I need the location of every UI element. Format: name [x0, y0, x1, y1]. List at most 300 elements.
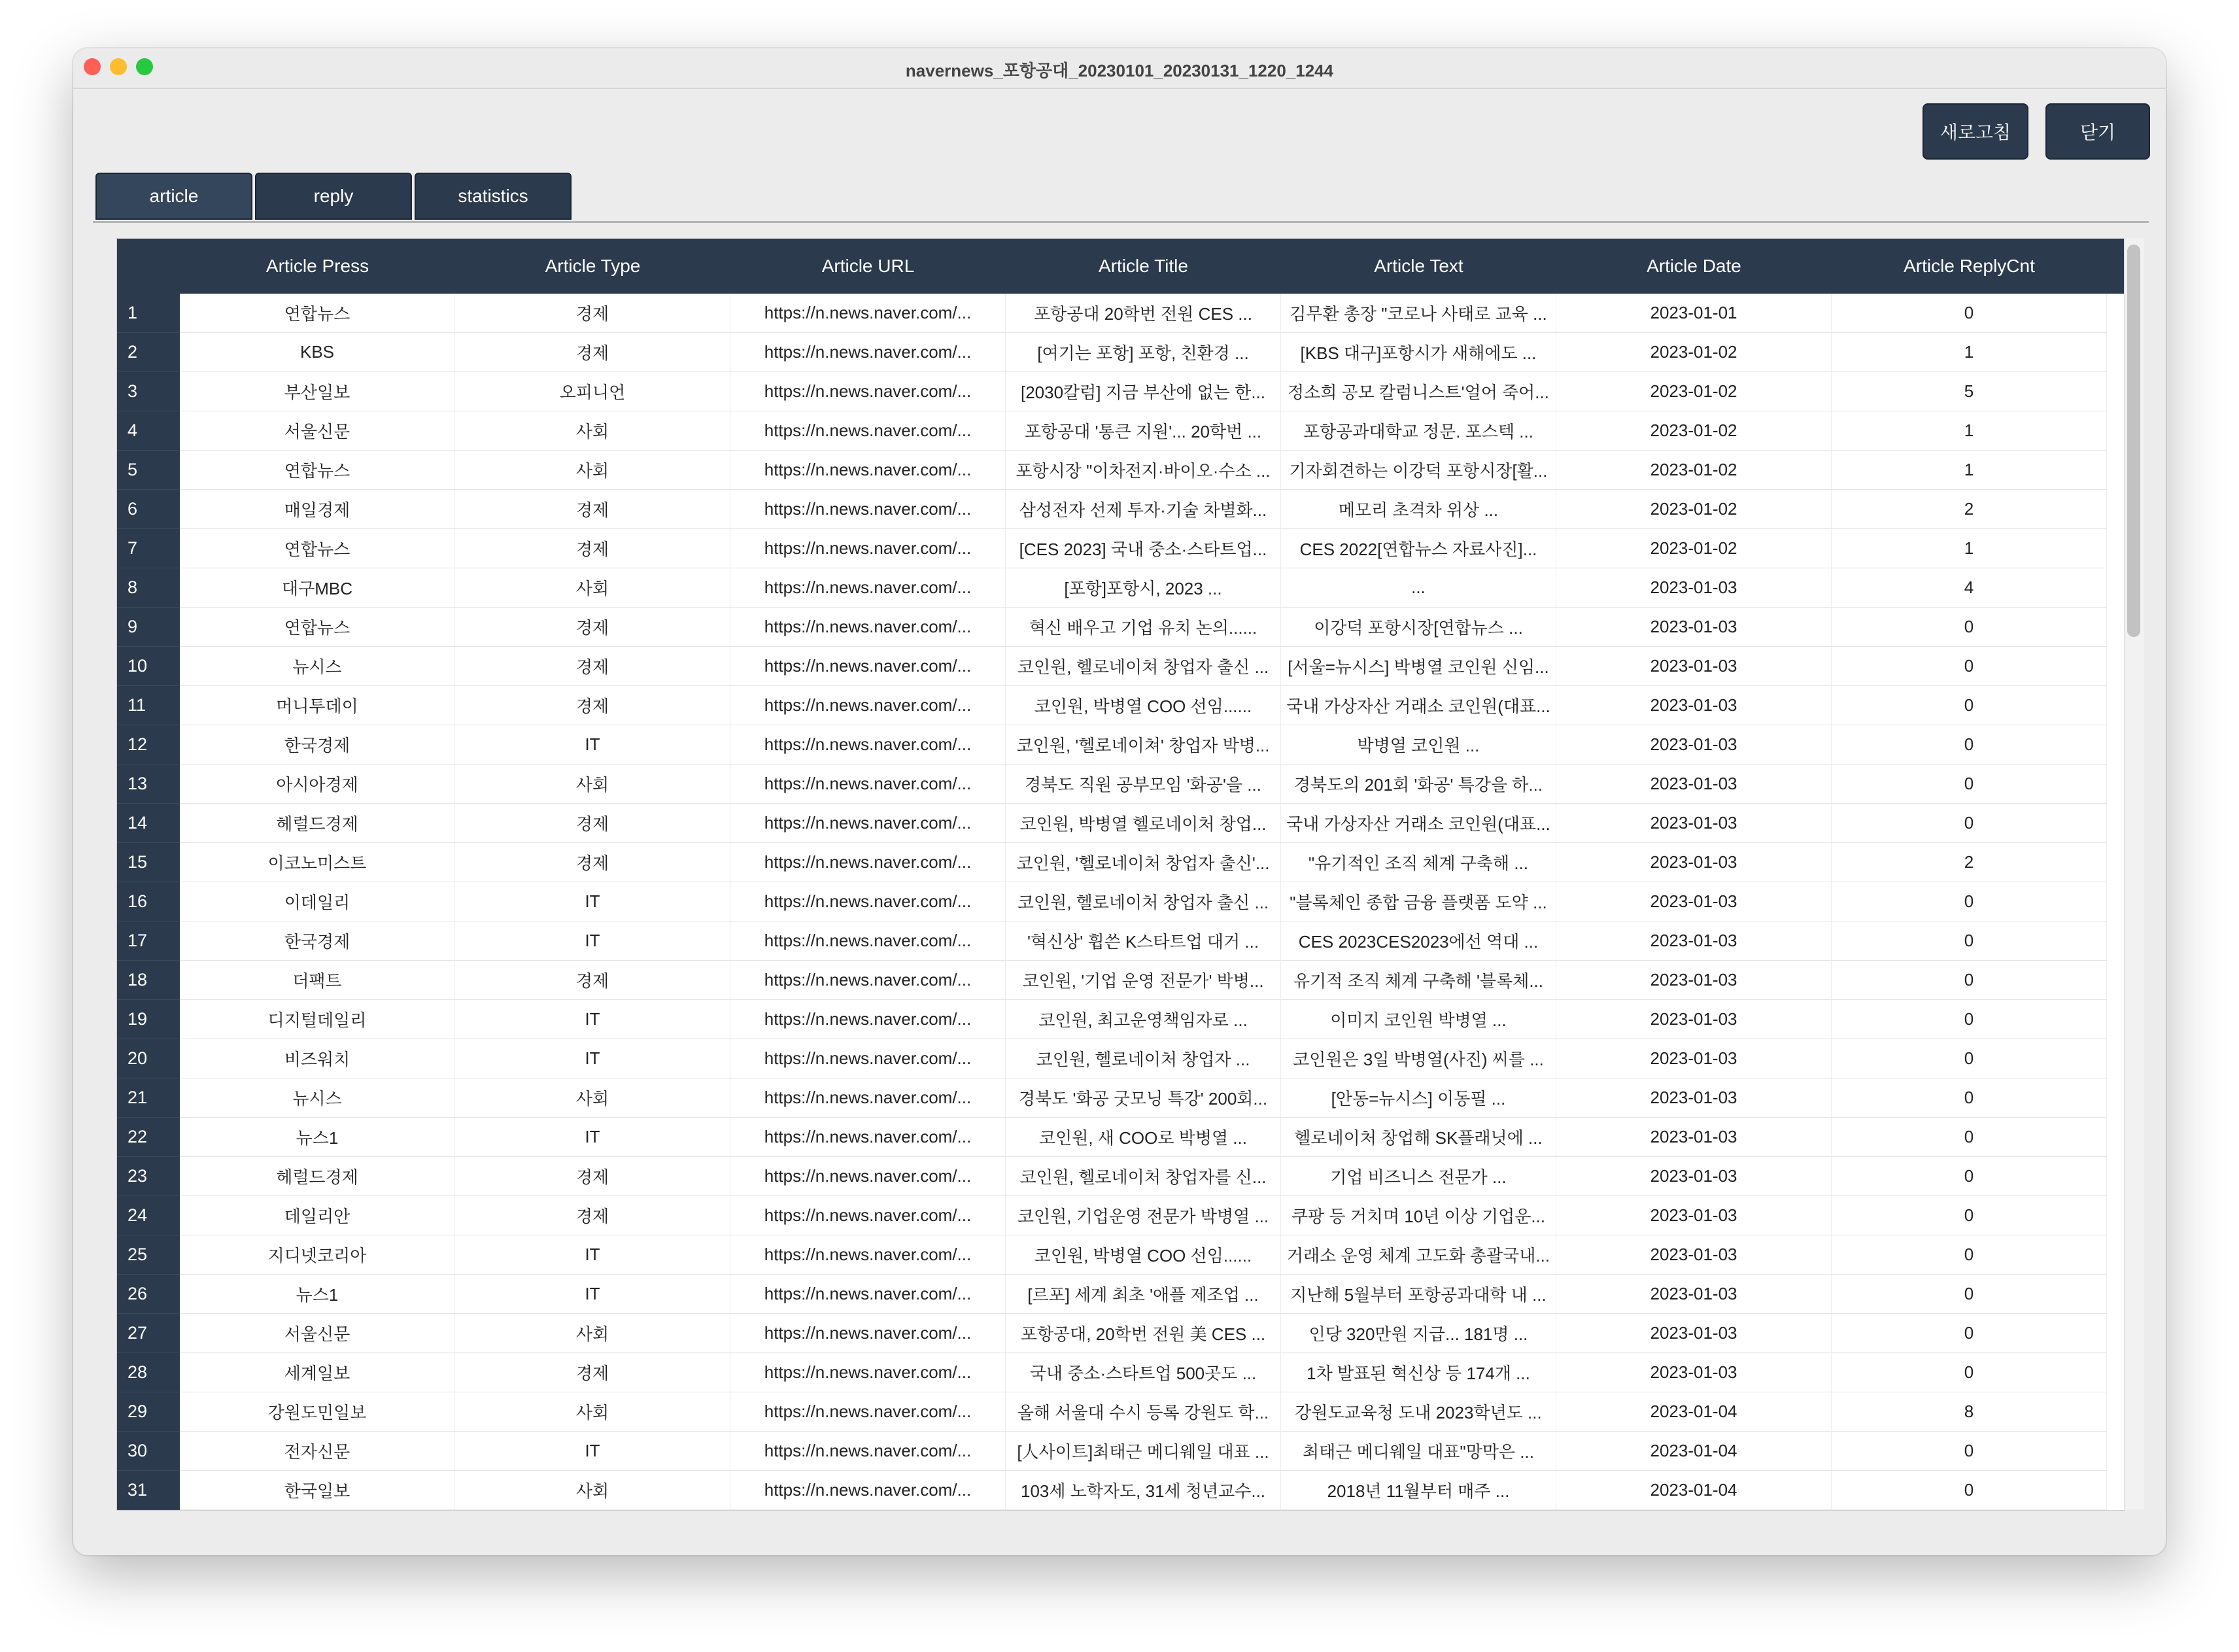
table-cell[interactable]: https://n.news.naver.com/... — [730, 1471, 1006, 1510]
table-cell[interactable]: 2023-01-02 — [1556, 490, 1832, 529]
row-number[interactable]: 26 — [117, 1275, 180, 1314]
table-cell[interactable]: 경제 — [455, 1196, 730, 1235]
table-cell[interactable]: 사회 — [455, 1471, 730, 1510]
table-cell[interactable]: IT — [455, 1039, 730, 1078]
table-cell[interactable]: 0 — [1832, 1353, 2107, 1392]
row-number[interactable]: 13 — [117, 765, 180, 804]
table-cell[interactable]: 사회 — [455, 765, 730, 804]
table-cell[interactable]: 국내 가상자산 거래소 코인원(대표... — [1281, 804, 1556, 843]
table-cell[interactable]: 헤럴드경제 — [180, 804, 455, 843]
table-row[interactable] — [117, 608, 2125, 647]
table-cell[interactable]: 오피니언 — [455, 372, 730, 411]
table-cell[interactable]: 경제 — [455, 333, 730, 372]
row-number[interactable]: 19 — [117, 1000, 180, 1039]
table-cell[interactable]: 8 — [1832, 1392, 2107, 1432]
row-number[interactable]: 27 — [117, 1314, 180, 1353]
table-cell[interactable]: 2023-01-03 — [1556, 568, 1832, 608]
table-body — [117, 294, 2125, 1510]
table-cell[interactable]: 김무환 총장 "코로나 사태로 교육 ... — [1281, 294, 1556, 333]
table-cell[interactable]: ... — [1281, 568, 1556, 608]
table-cell[interactable]: 103세 노학자도, 31세 청년교수... — [1006, 1471, 1281, 1510]
table-cell[interactable]: 헬로네이처 창업해 SK플래닛에 ... — [1281, 1118, 1556, 1157]
table-cell[interactable]: https://n.news.naver.com/... — [730, 1039, 1006, 1078]
table-cell[interactable]: https://n.news.naver.com/... — [730, 608, 1006, 647]
table-cell[interactable]: "블록체인 종합 금융 플랫폼 도약 ... — [1281, 882, 1556, 921]
table-row[interactable] — [117, 529, 2125, 568]
table-row[interactable] — [117, 1392, 2125, 1432]
row-number[interactable]: 12 — [117, 725, 180, 765]
table-cell[interactable]: 부산일보 — [180, 372, 455, 411]
table-cell[interactable]: 1 — [1832, 333, 2107, 372]
table-row[interactable] — [117, 1314, 2125, 1353]
table-cell[interactable]: 전자신문 — [180, 1432, 455, 1471]
table-cell[interactable]: 0 — [1832, 1275, 2107, 1314]
table-cell[interactable]: 최태근 메디웨일 대표"망막은 ... — [1281, 1432, 1556, 1471]
table-cell[interactable]: 0 — [1832, 765, 2107, 804]
row-number[interactable]: 28 — [117, 1353, 180, 1392]
table-cell[interactable]: 사회 — [455, 1392, 730, 1432]
table-cell[interactable]: 이강덕 포항시장[연합뉴스 ... — [1281, 608, 1556, 647]
scrollbar-thumb[interactable] — [2127, 245, 2140, 637]
table-cell[interactable]: 박병열 코인원 ... — [1281, 725, 1556, 765]
table-cell[interactable]: 0 — [1832, 1432, 2107, 1471]
table-cell[interactable]: https://n.news.naver.com/... — [730, 490, 1006, 529]
table-row[interactable] — [117, 1078, 2125, 1118]
table-cell[interactable]: 경제 — [455, 647, 730, 686]
table-cell[interactable]: 2023-01-03 — [1556, 1118, 1832, 1157]
table-cell[interactable]: 기자회견하는 이강덕 포항시장[활... — [1281, 451, 1556, 490]
table-cell[interactable]: 서울신문 — [180, 1314, 455, 1353]
table-cell[interactable]: https://n.news.naver.com/... — [730, 765, 1006, 804]
table-row[interactable] — [117, 961, 2125, 1000]
table-cell[interactable]: https://n.news.naver.com/... — [730, 1275, 1006, 1314]
table-cell[interactable]: 0 — [1832, 294, 2107, 333]
row-number[interactable]: 3 — [117, 372, 180, 411]
table-cell[interactable]: CES 2023CES2023에선 역대 ... — [1281, 921, 1556, 961]
table-row[interactable] — [117, 490, 2125, 529]
table-cell[interactable]: 2023-01-03 — [1556, 686, 1832, 725]
table-cell[interactable]: 2023-01-03 — [1556, 1000, 1832, 1039]
table-cell[interactable]: 경북도 직원 공부모임 '화공'을 ... — [1006, 765, 1281, 804]
column-header[interactable]: Article Text — [1374, 256, 1463, 276]
table-cell[interactable]: https://n.news.naver.com/... — [730, 1314, 1006, 1353]
table-row[interactable] — [117, 294, 2125, 333]
row-number[interactable]: 2 — [117, 333, 180, 372]
table-cell[interactable]: https://n.news.naver.com/... — [730, 1353, 1006, 1392]
table-cell[interactable]: 삼성전자 선제 투자·기술 차별화... — [1006, 490, 1281, 529]
row-number[interactable]: 8 — [117, 568, 180, 608]
row-number[interactable]: 1 — [117, 294, 180, 333]
table-cell[interactable]: 코인원, 헬로네이처 창업자 출신 ... — [1006, 882, 1281, 921]
table-row[interactable] — [117, 921, 2125, 961]
table-row[interactable] — [117, 1118, 2125, 1157]
table-cell[interactable]: https://n.news.naver.com/... — [730, 647, 1006, 686]
table-cell[interactable]: 올해 서울대 수시 등록 강원도 학... — [1006, 1392, 1281, 1432]
table-cell[interactable]: https://n.news.naver.com/... — [730, 1157, 1006, 1196]
table-cell[interactable]: 연합뉴스 — [180, 294, 455, 333]
table-cell[interactable]: 포항공대, 20학번 전원 美 CES ... — [1006, 1314, 1281, 1353]
table-cell[interactable]: 0 — [1832, 921, 2107, 961]
row-number[interactable]: 6 — [117, 490, 180, 529]
table-cell[interactable]: 경제 — [455, 529, 730, 568]
table-cell[interactable]: [안동=뉴시스] 이동필 ... — [1281, 1078, 1556, 1118]
table-cell[interactable]: 이데일리 — [180, 882, 455, 921]
table-cell[interactable]: IT — [455, 1000, 730, 1039]
table-cell[interactable]: [서울=뉴시스] 박병열 코인원 신임... — [1281, 647, 1556, 686]
table-cell[interactable]: IT — [455, 1275, 730, 1314]
table-row[interactable] — [117, 372, 2125, 411]
table-cell[interactable]: 유기적 조직 체계 구축해 '블록체... — [1281, 961, 1556, 1000]
table-cell[interactable]: 경제 — [455, 1353, 730, 1392]
column-header[interactable]: Article Type — [545, 256, 641, 276]
table-cell[interactable]: 2023-01-03 — [1556, 882, 1832, 921]
row-number[interactable]: 22 — [117, 1118, 180, 1157]
table-cell[interactable]: 2023-01-03 — [1556, 1275, 1832, 1314]
column-header[interactable]: Article ReplyCnt — [1904, 256, 2035, 276]
table-cell[interactable]: 2018년 11월부터 매주 ... — [1281, 1471, 1556, 1510]
table-cell[interactable]: IT — [455, 1118, 730, 1157]
table-cell[interactable]: 혁신 배우고 기업 유치 논의...... — [1006, 608, 1281, 647]
table-cell[interactable]: 지디넷코리아 — [180, 1235, 455, 1275]
table-cell[interactable]: 1차 발표된 혁신상 등 174개 ... — [1281, 1353, 1556, 1392]
table-cell[interactable]: https://n.news.naver.com/... — [730, 804, 1006, 843]
table-cell[interactable]: 매일경제 — [180, 490, 455, 529]
table-cell[interactable]: 2023-01-03 — [1556, 1196, 1832, 1235]
table-cell[interactable]: CES 2022[연합뉴스 자료사진]... — [1281, 529, 1556, 568]
table-cell[interactable]: 2023-01-03 — [1556, 1235, 1832, 1275]
table-row[interactable] — [117, 804, 2125, 843]
table-cell[interactable]: 0 — [1832, 1000, 2107, 1039]
table-cell[interactable]: https://n.news.naver.com/... — [730, 1392, 1006, 1432]
table-cell[interactable]: 대구MBC — [180, 568, 455, 608]
row-number[interactable]: 18 — [117, 961, 180, 1000]
table-cell[interactable]: IT — [455, 921, 730, 961]
table-cell[interactable]: IT — [455, 1235, 730, 1275]
row-number[interactable]: 11 — [117, 686, 180, 725]
table-cell[interactable]: 사회 — [455, 568, 730, 608]
table-cell[interactable]: 사회 — [455, 411, 730, 451]
table-row[interactable] — [117, 1471, 2125, 1510]
row-number[interactable]: 31 — [117, 1471, 180, 1510]
table-cell[interactable]: 사회 — [455, 1314, 730, 1353]
table-cell[interactable]: [人사이트]최태근 메디웨일 대표 ... — [1006, 1432, 1281, 1471]
table-cell[interactable]: 2023-01-03 — [1556, 1039, 1832, 1078]
column-header[interactable]: Article Title — [1099, 256, 1188, 276]
title-bar — [73, 48, 2166, 89]
table-cell[interactable]: 기업 비즈니스 전문가 ... — [1281, 1157, 1556, 1196]
table-cell[interactable]: 코인원, 박병열 헬로네이처 창업... — [1006, 804, 1281, 843]
tab-reply[interactable]: reply — [255, 173, 412, 220]
table-corner[interactable] — [117, 239, 180, 294]
table-row[interactable] — [117, 1157, 2125, 1196]
table-row[interactable] — [117, 568, 2125, 608]
table-cell[interactable]: 거래소 운영 체계 고도화 총괄국내... — [1281, 1235, 1556, 1275]
table-cell[interactable]: 5 — [1832, 372, 2107, 411]
table-cell[interactable]: 디지털데일리 — [180, 1000, 455, 1039]
table-row[interactable] — [117, 725, 2125, 765]
table-cell[interactable]: 코인원, '헬로네이처 창업자 출신'... — [1006, 843, 1281, 882]
table-cell[interactable]: 2023-01-04 — [1556, 1432, 1832, 1471]
table-cell[interactable]: 0 — [1832, 804, 2107, 843]
table-cell[interactable]: 코인원, 헬로네이처 창업자를 신... — [1006, 1157, 1281, 1196]
table-cell[interactable]: 2023-01-02 — [1556, 529, 1832, 568]
table-cell[interactable]: KBS — [180, 333, 455, 372]
table-row[interactable] — [117, 843, 2125, 882]
table-cell[interactable]: https://n.news.naver.com/... — [730, 529, 1006, 568]
app-window — [73, 48, 2166, 1555]
table-cell[interactable]: 2023-01-03 — [1556, 804, 1832, 843]
table-row[interactable] — [117, 1196, 2125, 1235]
table-cell[interactable]: 코인원, 헬로네이쳐 창업자 출신 ... — [1006, 647, 1281, 686]
table-cell[interactable]: 사회 — [455, 451, 730, 490]
table-cell[interactable]: 강원도교육청 도내 2023학년도 ... — [1281, 1392, 1556, 1432]
table-cell[interactable]: 2023-01-03 — [1556, 961, 1832, 1000]
tab-article[interactable]: article — [95, 173, 252, 220]
table-cell[interactable]: 1 — [1832, 529, 2107, 568]
table-cell[interactable]: 쿠팡 등 거치며 10년 이상 기업운... — [1281, 1196, 1556, 1235]
table-row[interactable] — [117, 451, 2125, 490]
table-cell[interactable]: 포항공대 '통큰 지원'... 20학번 ... — [1006, 411, 1281, 451]
table-cell[interactable]: 1 — [1832, 411, 2107, 451]
table-cell[interactable]: 경제 — [455, 294, 730, 333]
table-row[interactable] — [117, 1353, 2125, 1392]
row-number[interactable]: 14 — [117, 804, 180, 843]
table-cell[interactable]: 0 — [1832, 1235, 2107, 1275]
table-cell[interactable]: 0 — [1832, 1471, 2107, 1510]
table-cell[interactable]: IT — [455, 882, 730, 921]
table-cell[interactable]: 0 — [1832, 961, 2107, 1000]
table-cell[interactable]: 0 — [1832, 725, 2107, 765]
table-cell[interactable]: 연합뉴스 — [180, 608, 455, 647]
table-cell[interactable]: 2023-01-03 — [1556, 1314, 1832, 1353]
table-cell[interactable]: 코인원, '기업 운영 전문가' 박병... — [1006, 961, 1281, 1000]
table-cell[interactable]: 경제 — [455, 490, 730, 529]
row-number[interactable]: 16 — [117, 882, 180, 921]
table-cell[interactable]: 더팩트 — [180, 961, 455, 1000]
table-cell[interactable]: https://n.news.naver.com/... — [730, 1196, 1006, 1235]
table-cell[interactable]: 경북도 '화공 굿모닝 특강' 200회... — [1006, 1078, 1281, 1118]
table-cell[interactable]: https://n.news.naver.com/... — [730, 451, 1006, 490]
row-number[interactable]: 29 — [117, 1392, 180, 1432]
row-number[interactable]: 20 — [117, 1039, 180, 1078]
table-cell[interactable]: https://n.news.naver.com/... — [730, 372, 1006, 411]
table-cell[interactable]: 2023-01-02 — [1556, 333, 1832, 372]
table-cell[interactable]: 코인원, 새 COO로 박병열 ... — [1006, 1118, 1281, 1157]
table-cell[interactable]: https://n.news.naver.com/... — [730, 1118, 1006, 1157]
table-cell[interactable]: 경제 — [455, 686, 730, 725]
row-number[interactable]: 25 — [117, 1235, 180, 1275]
row-number[interactable]: 9 — [117, 608, 180, 647]
table-cell[interactable]: 강원도민일보 — [180, 1392, 455, 1432]
table-cell[interactable]: [르포] 세계 최초 '애플 제조업 ... — [1006, 1275, 1281, 1314]
table-cell[interactable]: 2023-01-03 — [1556, 843, 1832, 882]
column-header[interactable]: Article Date — [1647, 256, 1741, 276]
table-cell[interactable]: [CES 2023] 국내 중소·스타트업... — [1006, 529, 1281, 568]
table-cell[interactable]: 포항시장 "이차전지·바이오·수소 ... — [1006, 451, 1281, 490]
table-cell[interactable]: 국내 가상자산 거래소 코인원(대표... — [1281, 686, 1556, 725]
table-cell[interactable]: 0 — [1832, 882, 2107, 921]
table-cell[interactable]: 2023-01-01 — [1556, 294, 1832, 333]
table-cell[interactable]: 코인원, 박병열 COO 선임...... — [1006, 1235, 1281, 1275]
table-cell[interactable]: IT — [455, 1432, 730, 1471]
table-row[interactable] — [117, 1235, 2125, 1275]
table-cell[interactable]: https://n.news.naver.com/... — [730, 961, 1006, 1000]
table-cell[interactable]: 2023-01-02 — [1556, 451, 1832, 490]
table-cell[interactable]: 연합뉴스 — [180, 529, 455, 568]
table-cell[interactable]: 뉴스1 — [180, 1118, 455, 1157]
table-cell[interactable]: 이미지 코인원 박병열 ... — [1281, 1000, 1556, 1039]
table-cell[interactable]: 코인원, 박병열 COO 선임...... — [1006, 686, 1281, 725]
table-cell[interactable]: 0 — [1832, 1118, 2107, 1157]
table-cell[interactable]: [KBS 대구]포항시가 새해에도 ... — [1281, 333, 1556, 372]
row-number[interactable]: 30 — [117, 1432, 180, 1471]
table-cell[interactable]: 지난해 5월부터 포항공과대학 내 ... — [1281, 1275, 1556, 1314]
table-cell[interactable]: 헤럴드경제 — [180, 1157, 455, 1196]
table-cell[interactable]: IT — [455, 725, 730, 765]
table-cell[interactable]: 뉴스1 — [180, 1275, 455, 1314]
table-cell[interactable]: 메모리 초격차 위상 ... — [1281, 490, 1556, 529]
table-cell[interactable]: https://n.news.naver.com/... — [730, 333, 1006, 372]
table-row[interactable] — [117, 1039, 2125, 1078]
table-cell[interactable]: https://n.news.naver.com/... — [730, 294, 1006, 333]
window-title: navernews_포항공대_20230101_20230131_1220_1244 — [905, 61, 1334, 80]
table-cell[interactable]: https://n.news.naver.com/... — [730, 1432, 1006, 1471]
table-cell[interactable]: https://n.news.naver.com/... — [730, 921, 1006, 961]
table-cell[interactable]: https://n.news.naver.com/... — [730, 882, 1006, 921]
table-cell[interactable]: https://n.news.naver.com/... — [730, 843, 1006, 882]
table-cell[interactable]: 경제 — [455, 1157, 730, 1196]
row-number[interactable]: 4 — [117, 411, 180, 451]
table-cell[interactable]: 정소희 공모 칼럼니스트'얼어 죽어... — [1281, 372, 1556, 411]
table-cell[interactable]: 2023-01-04 — [1556, 1471, 1832, 1510]
table-row[interactable] — [117, 686, 2125, 725]
column-header[interactable]: Article URL — [821, 256, 915, 276]
table-cell[interactable]: 인당 320만원 지급... 181명 ... — [1281, 1314, 1556, 1353]
table-cell[interactable]: 사회 — [455, 1078, 730, 1118]
table-cell[interactable]: https://n.news.naver.com/... — [730, 725, 1006, 765]
table-row[interactable] — [117, 411, 2125, 451]
table-cell[interactable]: "유기적인 조직 체계 구축해 ... — [1281, 843, 1556, 882]
table-cell[interactable]: 세계일보 — [180, 1353, 455, 1392]
table-cell[interactable]: 한국경제 — [180, 725, 455, 765]
table-cell[interactable]: 0 — [1832, 1314, 2107, 1353]
table-cell[interactable]: 0 — [1832, 1039, 2107, 1078]
table-cell[interactable]: https://n.news.naver.com/... — [730, 686, 1006, 725]
refresh-button[interactable]: 새로고침 — [1923, 103, 2028, 160]
table-cell[interactable]: 서울신문 — [180, 411, 455, 451]
table-header — [117, 239, 2125, 294]
row-number[interactable]: 7 — [117, 529, 180, 568]
table-row[interactable] — [117, 1000, 2125, 1039]
table-cell[interactable]: 0 — [1832, 1078, 2107, 1118]
table-cell[interactable]: [포항]포항시, 2023 ... — [1006, 568, 1281, 608]
table-cell[interactable]: https://n.news.naver.com/... — [730, 1235, 1006, 1275]
table-cell[interactable]: 경제 — [455, 843, 730, 882]
table-row[interactable] — [117, 765, 2125, 804]
row-number[interactable]: 5 — [117, 451, 180, 490]
table-cell[interactable]: 1 — [1832, 451, 2107, 490]
tab-statistics[interactable]: statistics — [415, 173, 572, 220]
article-table[interactable] — [116, 238, 2125, 1511]
table-cell[interactable]: https://n.news.naver.com/... — [730, 1000, 1006, 1039]
table-cell[interactable]: https://n.news.naver.com/... — [730, 411, 1006, 451]
table-cell[interactable]: 아시아경제 — [180, 765, 455, 804]
table-cell[interactable]: 2023-01-03 — [1556, 765, 1832, 804]
table-cell[interactable]: 뉴시스 — [180, 647, 455, 686]
table-cell[interactable]: 2023-01-02 — [1556, 411, 1832, 451]
table-cell[interactable]: 4 — [1832, 568, 2107, 608]
table-cell[interactable]: 코인원, 최고운영책임자로 ... — [1006, 1000, 1281, 1039]
table-cell[interactable]: 머니투데이 — [180, 686, 455, 725]
row-number[interactable]: 24 — [117, 1196, 180, 1235]
table-cell[interactable]: 2023-01-03 — [1556, 647, 1832, 686]
row-number[interactable]: 21 — [117, 1078, 180, 1118]
table-row[interactable] — [117, 1432, 2125, 1471]
table-row[interactable] — [117, 1275, 2125, 1314]
table-cell[interactable]: https://n.news.naver.com/... — [730, 568, 1006, 608]
table-cell[interactable]: 포항공과대학교 정문. 포스텍 ... — [1281, 411, 1556, 451]
table-cell[interactable]: 0 — [1832, 647, 2107, 686]
row-number[interactable]: 15 — [117, 843, 180, 882]
table-cell[interactable]: 2 — [1832, 490, 2107, 529]
table-cell[interactable]: 경북도의 201회 '화공' 특강을 하... — [1281, 765, 1556, 804]
column-header[interactable]: Article Press — [265, 256, 369, 276]
table-cell[interactable]: [2030칼럼] 지금 부산에 없는 한... — [1006, 372, 1281, 411]
table-cell[interactable]: 데일리안 — [180, 1196, 455, 1235]
table-cell[interactable]: 2 — [1832, 843, 2107, 882]
table-cell[interactable]: 2023-01-03 — [1556, 1353, 1832, 1392]
table-row[interactable] — [117, 333, 2125, 372]
table-cell[interactable]: 국내 중소·스타트업 500곳도 ... — [1006, 1353, 1281, 1392]
table-cell[interactable]: 0 — [1832, 1157, 2107, 1196]
table-cell[interactable]: [여기는 포항] 포항, 친환경 ... — [1006, 333, 1281, 372]
table-cell[interactable]: 코인원, 헬로네이처 창업자 ... — [1006, 1039, 1281, 1078]
table-cell[interactable]: 코인원, '헬로네이쳐' 창업자 박병... — [1006, 725, 1281, 765]
table-cell[interactable]: 경제 — [455, 608, 730, 647]
table-cell[interactable]: 비즈워치 — [180, 1039, 455, 1078]
table-cell[interactable]: 2023-01-04 — [1556, 1392, 1832, 1432]
table-cell[interactable]: 2023-01-03 — [1556, 725, 1832, 765]
table-row[interactable] — [117, 647, 2125, 686]
table-cell[interactable]: 뉴시스 — [180, 1078, 455, 1118]
table-cell[interactable]: 경제 — [455, 804, 730, 843]
table-cell[interactable]: 2023-01-03 — [1556, 608, 1832, 647]
table-cell[interactable]: 코인원, 기업운영 전문가 박병열 ... — [1006, 1196, 1281, 1235]
table-cell[interactable]: 한국일보 — [180, 1471, 455, 1510]
table-cell[interactable]: 한국경제 — [180, 921, 455, 961]
table-cell[interactable]: https://n.news.naver.com/... — [730, 1078, 1006, 1118]
table-cell[interactable]: 2023-01-03 — [1556, 921, 1832, 961]
table-cell[interactable]: 이코노미스트 — [180, 843, 455, 882]
table-cell[interactable]: 코인원은 3일 박병열(사진) 씨를 ... — [1281, 1039, 1556, 1078]
table-cell[interactable]: 0 — [1832, 686, 2107, 725]
table-cell[interactable]: 2023-01-02 — [1556, 372, 1832, 411]
row-number[interactable]: 10 — [117, 647, 180, 686]
table-cell[interactable]: '혁신상' 휩쓴 K스타트업 대거 ... — [1006, 921, 1281, 961]
row-number[interactable]: 17 — [117, 921, 180, 961]
table-cell[interactable]: 2023-01-03 — [1556, 1078, 1832, 1118]
table-cell[interactable]: 2023-01-03 — [1556, 1157, 1832, 1196]
table-cell[interactable]: 0 — [1832, 608, 2107, 647]
row-number[interactable]: 23 — [117, 1157, 180, 1196]
table-cell[interactable]: 경제 — [455, 961, 730, 1000]
close-button[interactable]: 닫기 — [2045, 103, 2150, 160]
table-cell[interactable]: 0 — [1832, 1196, 2107, 1235]
table-cell[interactable]: 연합뉴스 — [180, 451, 455, 490]
table-row[interactable] — [117, 882, 2125, 921]
tab-bar — [95, 173, 572, 221]
table-cell[interactable]: 포항공대 20학번 전원 CES ... — [1006, 294, 1281, 333]
